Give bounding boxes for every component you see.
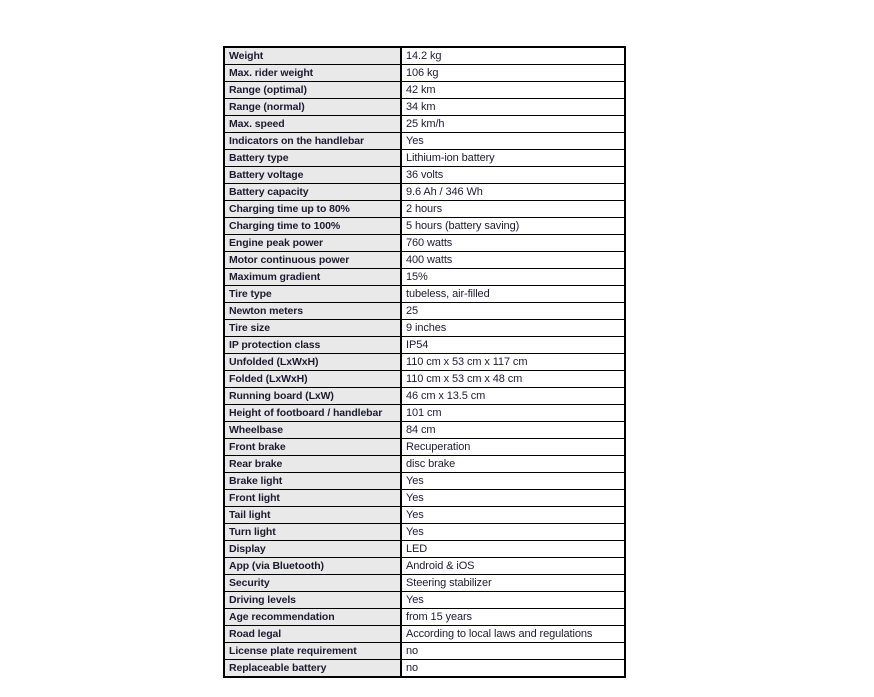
spec-value-text: 400 watts	[406, 253, 453, 266]
spec-label-cell: Battery voltage	[224, 167, 401, 184]
spec-label-cell: Tire type	[224, 286, 401, 303]
spec-value-cell	[401, 82, 625, 99]
table-row	[224, 218, 625, 235]
spec-label-cell: Security	[224, 575, 401, 592]
table-row	[224, 524, 625, 541]
spec-label-cell: Height of footboard / handlebar	[224, 405, 401, 422]
spec-value-cell	[401, 47, 625, 65]
spec-value-cell	[401, 592, 625, 609]
table-row	[224, 354, 625, 371]
spec-value-cell	[401, 150, 625, 167]
table-row	[224, 133, 625, 150]
table-row	[224, 456, 625, 473]
spec-value-cell	[401, 218, 625, 235]
spec-label-cell: Newton meters	[224, 303, 401, 320]
table-row	[224, 320, 625, 337]
spec-label-cell: Range (optimal)	[224, 82, 401, 99]
spec-label-cell: Tail light	[224, 507, 401, 524]
table-row	[224, 269, 625, 286]
spec-value-text: 5 hours (battery saving)	[406, 219, 520, 232]
spec-value-cell	[401, 133, 625, 150]
spec-label-cell: Wheelbase	[224, 422, 401, 439]
spec-value-text: no	[406, 661, 419, 674]
table-row	[224, 286, 625, 303]
spec-label-cell: Rear brake	[224, 456, 401, 473]
spec-value-text: 9 inches	[406, 321, 447, 334]
spec-value-cell	[401, 473, 625, 490]
spec-label-cell: Folded (LxWxH)	[224, 371, 401, 388]
spec-value-text: 25	[406, 304, 419, 317]
spec-label-cell: Charging time to 100%	[224, 218, 401, 235]
spec-label-cell: Charging time up to 80%	[224, 201, 401, 218]
spec-value-text: 101 cm	[406, 406, 442, 419]
table-row	[224, 507, 625, 524]
table-row	[224, 422, 625, 439]
spec-value-cell	[401, 422, 625, 439]
table-row	[224, 473, 625, 490]
spec-value-text: Lithium-ion battery	[406, 151, 495, 164]
spec-value-text: 110 cm x 53 cm x 48 cm	[406, 372, 523, 385]
spec-value-text: from 15 years	[406, 610, 472, 623]
spec-value-text: 25 km/h	[406, 117, 445, 130]
table-row	[224, 592, 625, 609]
table-row	[224, 167, 625, 184]
spec-value-cell	[401, 167, 625, 184]
specification-table	[223, 46, 626, 678]
spec-value-cell	[401, 286, 625, 303]
spec-value-cell	[401, 626, 625, 643]
spec-value-text: 84 cm	[406, 423, 436, 436]
spec-value-cell	[401, 320, 625, 337]
spec-label-cell: Weight	[224, 47, 401, 65]
spec-value-text: 9.6 Ah / 346 Wh	[406, 185, 483, 198]
spec-value-cell	[401, 660, 625, 678]
spec-value-cell	[401, 643, 625, 660]
spec-value-cell	[401, 371, 625, 388]
spec-label-cell: Battery capacity	[224, 184, 401, 201]
spec-label-cell: Age recommendation	[224, 609, 401, 626]
table-row	[224, 609, 625, 626]
spec-value-cell	[401, 201, 625, 218]
spec-value-cell	[401, 99, 625, 116]
spec-value-cell	[401, 439, 625, 456]
spec-label-cell: Motor continuous power	[224, 252, 401, 269]
spec-label-cell: Battery type	[224, 150, 401, 167]
spec-label-cell: Replaceable battery	[224, 660, 401, 678]
spec-label-cell: Driving levels	[224, 592, 401, 609]
table-row	[224, 439, 625, 456]
spec-label-cell: App (via Bluetooth)	[224, 558, 401, 575]
spec-value-text: tubeless, air-filled	[406, 287, 490, 300]
spec-value-text: 14.2 kg	[406, 49, 442, 62]
spec-value-text: Yes	[406, 474, 424, 487]
spec-label-cell: Engine peak power	[224, 235, 401, 252]
spec-label-cell: Indicators on the handlebar	[224, 133, 401, 150]
table-row	[224, 371, 625, 388]
spec-value-cell	[401, 575, 625, 592]
table-row	[224, 201, 625, 218]
table-row	[224, 337, 625, 354]
spec-label-cell: Front light	[224, 490, 401, 507]
table-row	[224, 303, 625, 320]
spec-value-text: According to local laws and regulations	[406, 627, 593, 640]
specification-table-container	[223, 46, 616, 678]
table-row	[224, 116, 625, 133]
spec-value-cell	[401, 235, 625, 252]
spec-value-cell	[401, 303, 625, 320]
spec-value-cell	[401, 405, 625, 422]
spec-value-cell	[401, 541, 625, 558]
table-row	[224, 541, 625, 558]
spec-value-text: Recuperation	[406, 440, 471, 453]
spec-label-cell: Brake light	[224, 473, 401, 490]
spec-value-text: Yes	[406, 508, 424, 521]
spec-value-cell	[401, 490, 625, 507]
spec-value-text: IP54	[406, 338, 429, 351]
spec-value-cell	[401, 337, 625, 354]
spec-label-cell: Tire size	[224, 320, 401, 337]
spec-label-cell: License plate requirement	[224, 643, 401, 660]
spec-value-cell	[401, 524, 625, 541]
spec-label-cell: Front brake	[224, 439, 401, 456]
table-row	[224, 405, 625, 422]
spec-value-cell	[401, 269, 625, 286]
spec-label-cell: Running board (LxW)	[224, 388, 401, 405]
spec-value-text: Android & iOS	[406, 559, 475, 572]
table-row	[224, 47, 625, 65]
spec-value-cell	[401, 184, 625, 201]
spec-label-cell: IP protection class	[224, 337, 401, 354]
table-row	[224, 490, 625, 507]
table-row	[224, 184, 625, 201]
table-row	[224, 82, 625, 99]
spec-label-cell: Range (normal)	[224, 99, 401, 116]
spec-label-cell: Maximum gradient	[224, 269, 401, 286]
spec-value-text: Yes	[406, 525, 424, 538]
table-row	[224, 99, 625, 116]
spec-label-cell: Turn light	[224, 524, 401, 541]
spec-label-cell: Unfolded (LxWxH)	[224, 354, 401, 371]
spec-value-text: 760 watts	[406, 236, 453, 249]
spec-value-cell	[401, 252, 625, 269]
table-row	[224, 626, 625, 643]
spec-value-text: 46 cm x 13.5 cm	[406, 389, 486, 402]
spec-value-text: 34 km	[406, 100, 436, 113]
spec-label-cell: Max. rider weight	[224, 65, 401, 82]
spec-value-text: Yes	[406, 491, 424, 504]
table-row	[224, 575, 625, 592]
table-row	[224, 643, 625, 660]
spec-value-cell	[401, 388, 625, 405]
table-row	[224, 388, 625, 405]
spec-value-text: no	[406, 644, 419, 657]
spec-value-cell	[401, 65, 625, 82]
spec-value-text: Yes	[406, 134, 424, 147]
spec-value-cell	[401, 354, 625, 371]
specification-table-body	[224, 47, 625, 677]
spec-value-text: Yes	[406, 593, 424, 606]
spec-value-cell	[401, 507, 625, 524]
table-row	[224, 235, 625, 252]
table-row	[224, 65, 625, 82]
spec-value-text: 15%	[406, 270, 428, 283]
table-row	[224, 252, 625, 269]
spec-value-text: 2 hours	[406, 202, 442, 215]
table-row	[224, 660, 625, 678]
spec-value-cell	[401, 456, 625, 473]
spec-value-cell	[401, 116, 625, 133]
spec-label-cell: Road legal	[224, 626, 401, 643]
table-row	[224, 150, 625, 167]
spec-label-cell: Display	[224, 541, 401, 558]
spec-value-cell	[401, 558, 625, 575]
spec-label-cell: Max. speed	[224, 116, 401, 133]
spec-value-cell	[401, 609, 625, 626]
spec-value-text: 110 cm x 53 cm x 117 cm	[406, 355, 528, 368]
table-row	[224, 558, 625, 575]
spec-value-text: 106 kg	[406, 66, 439, 79]
spec-value-text: 36 volts	[406, 168, 444, 181]
spec-value-text: LED	[406, 542, 428, 555]
spec-value-text: Steering stabilizer	[406, 576, 492, 589]
spec-value-text: 42 km	[406, 83, 436, 96]
spec-value-text: disc brake	[406, 457, 456, 470]
